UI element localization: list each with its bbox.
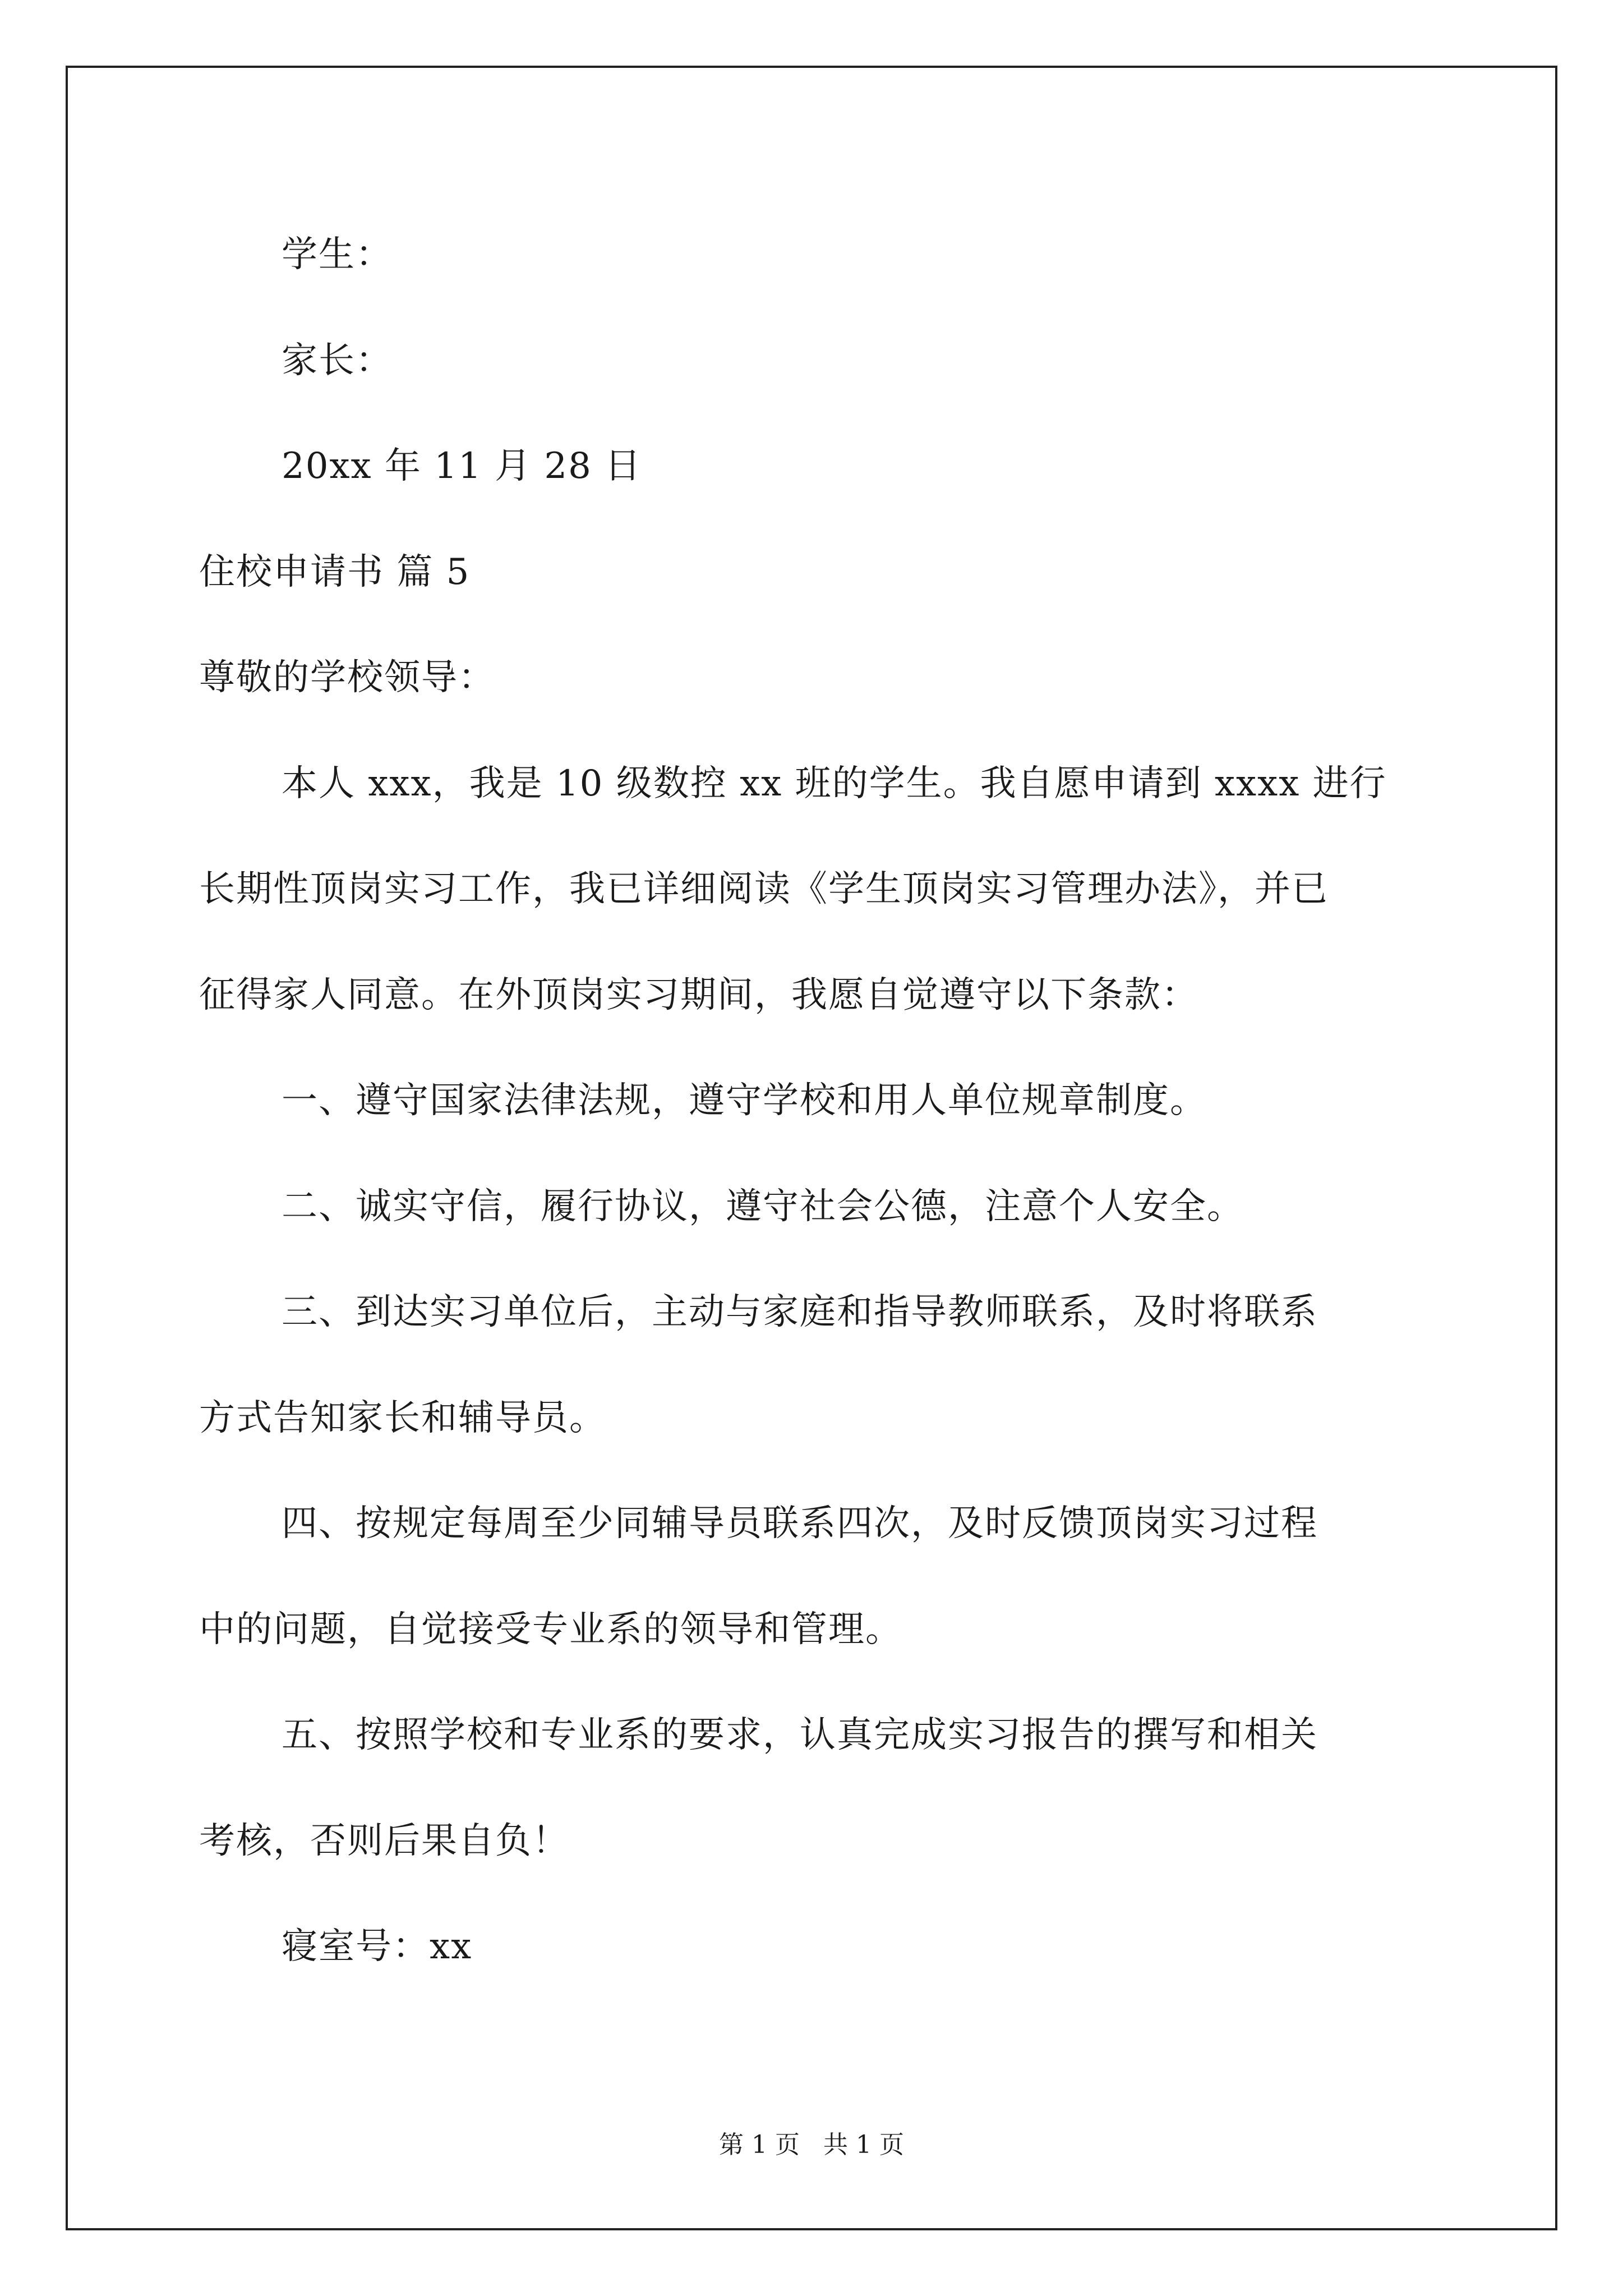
parent-signature-label: 家长： — [282, 340, 393, 381]
date-line: 20xx 年 11 月 28 日 — [282, 445, 642, 487]
salutation: 尊敬的学校领导： — [199, 657, 495, 698]
student-signature-label: 学生： — [282, 234, 393, 275]
page-border — [66, 66, 1557, 2230]
paragraph-line: 征得家人同意。在外顶岗实习期间，我愿自觉遵守以下条款： — [199, 974, 1198, 1016]
dorm-number: 寝室号：xx — [282, 1926, 473, 1967]
clause-5-continued: 考核，否则后果自负！ — [199, 1820, 569, 1862]
clause-5: 五、按照学校和专业系的要求，认真完成实习报告的撰写和相关 — [282, 1714, 1318, 1756]
clause-3: 三、到达实习单位后，主动与家庭和指导教师联系，及时将联系 — [282, 1291, 1318, 1333]
clause-2: 二、诚实守信，履行协议，遵守社会公德，注意个人安全。 — [282, 1186, 1244, 1227]
section-title: 住校申请书 篇 5 — [199, 551, 471, 593]
clause-3-continued: 方式告知家长和辅导员。 — [199, 1397, 606, 1439]
paragraph-line: 本人 xxx，我是 10 级数控 xx 班的学生。我自愿申请到 xxxx 进行 — [282, 763, 1387, 804]
clause-4: 四、按规定每周至少同辅导员联系四次，及时反馈顶岗实习过程 — [282, 1503, 1318, 1544]
paragraph-line: 长期性顶岗实习工作，我已详细阅读《学生顶岗实习管理办法》，并已 — [199, 868, 1329, 910]
clause-1: 一、遵守国家法律法规，遵守学校和用人单位规章制度。 — [282, 1080, 1207, 1121]
page-footer: 第 1 页 共 1 页 — [719, 2131, 904, 2159]
clause-4-continued: 中的问题，自觉接受专业系的领导和管理。 — [199, 1609, 902, 1650]
